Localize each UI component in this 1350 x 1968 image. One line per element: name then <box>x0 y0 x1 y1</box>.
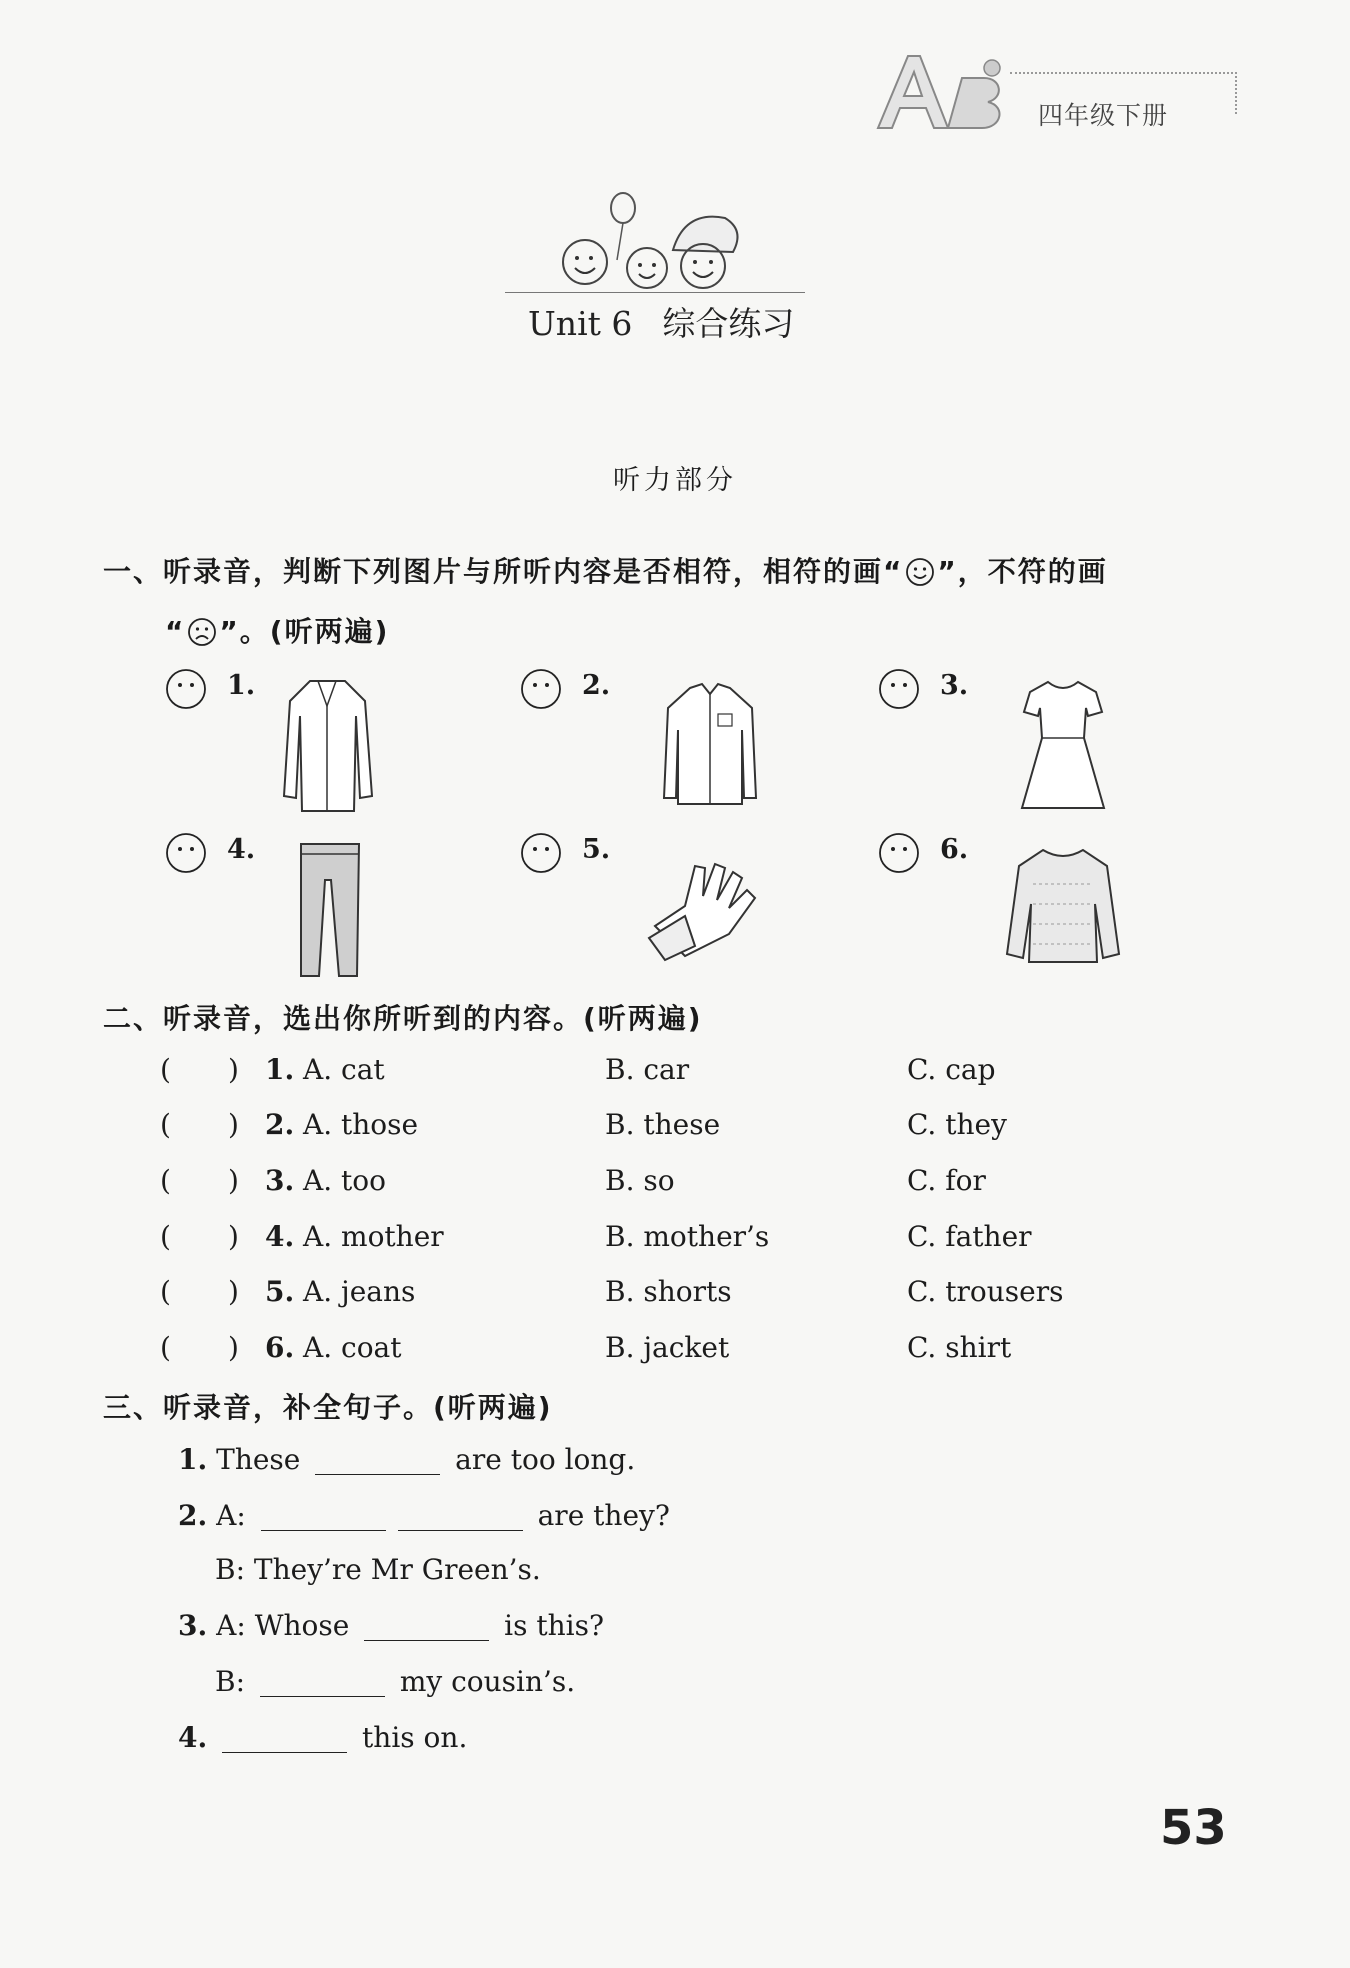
unit-title <box>528 298 794 345</box>
blank-face-icon[interactable] <box>165 832 207 874</box>
option-a[interactable]: A. too <box>303 1164 386 1197</box>
blank-face-icon[interactable] <box>165 668 207 710</box>
q1-item-number: 5. <box>582 834 611 865</box>
q1-heading-part2: ”，不符的画 <box>937 555 1108 588</box>
q1-item-number: 1. <box>227 670 256 701</box>
answer-paren-open: ( <box>160 1108 171 1141</box>
q1-item-number: 4. <box>227 834 256 865</box>
sentence-text: Whose <box>254 1609 350 1642</box>
fill-blank[interactable] <box>364 1616 489 1641</box>
option-c[interactable]: C. cap <box>907 1053 996 1086</box>
row-number: 2. <box>265 1108 295 1141</box>
row-number: 6. <box>265 1331 295 1364</box>
answer-paren-open: ( <box>160 1331 171 1364</box>
answer-paren-close: ) <box>228 1220 239 1253</box>
sentence-number: 3. <box>178 1609 208 1642</box>
q3-sentence-2b <box>215 1553 541 1586</box>
sentence-number: 1. <box>178 1443 208 1476</box>
fill-blank[interactable] <box>398 1506 523 1531</box>
answer-paren-close: ) <box>228 1164 239 1197</box>
title-rule <box>505 292 805 293</box>
sentence-text: These <box>216 1443 301 1476</box>
q1-item-number: 3. <box>940 670 969 701</box>
q2-heading: 二、听录音，选出你所听到的内容。(听两遍) <box>103 1002 703 1035</box>
q1-heading <box>103 550 1108 590</box>
option-a[interactable]: A. coat <box>303 1331 402 1364</box>
option-b[interactable]: B. so <box>605 1164 675 1197</box>
q2-row-6[interactable] <box>160 1331 1160 1381</box>
option-a[interactable]: A. cat <box>303 1053 385 1086</box>
row-number: 1. <box>265 1053 295 1086</box>
unit-title-zh: 综合练习 <box>662 304 795 343</box>
q1-item-number: 2. <box>582 670 611 701</box>
blank-face-icon[interactable] <box>878 832 920 874</box>
sentence-number: 2. <box>178 1499 208 1532</box>
q3-heading: 三、听录音，补全句子。(听两遍) <box>103 1391 553 1424</box>
q1-item-number: 6. <box>940 834 969 865</box>
unit-title-en: Unit 6 <box>528 304 633 343</box>
option-a[interactable]: A. jeans <box>303 1275 416 1308</box>
page-number: 53 <box>1160 1800 1227 1856</box>
blank-face-icon[interactable] <box>520 668 562 710</box>
q3-sentence-3a <box>178 1609 604 1642</box>
answer-paren-open: ( <box>160 1164 171 1197</box>
answer-paren-open: ( <box>160 1275 171 1308</box>
speaker-label: B: <box>215 1665 246 1698</box>
option-c[interactable]: C. trousers <box>907 1275 1064 1308</box>
q1-heading-part3: “ <box>165 615 186 648</box>
sad-face-icon <box>187 617 217 647</box>
row-number: 3. <box>265 1164 295 1197</box>
q3-sentence-4 <box>178 1721 467 1754</box>
speaker-label: B: <box>215 1553 246 1586</box>
fill-blank[interactable] <box>315 1450 440 1475</box>
shirt-icon <box>660 680 760 810</box>
option-a[interactable]: A. mother <box>303 1220 444 1253</box>
option-b[interactable]: B. shorts <box>605 1275 732 1308</box>
answer-paren-open: ( <box>160 1053 171 1086</box>
fill-blank[interactable] <box>260 1672 385 1697</box>
children-with-balloon-icon <box>555 190 755 300</box>
q3-sentence-3b <box>215 1665 575 1698</box>
q2-row-2[interactable] <box>160 1108 1160 1158</box>
option-b[interactable]: B. mother’s <box>605 1220 770 1253</box>
ab-logo-icon <box>870 48 1010 138</box>
q3-sentence-1 <box>178 1443 635 1476</box>
q1-heading-part4: ”。(听两遍) <box>219 615 390 648</box>
answer-paren-close: ) <box>228 1053 239 1086</box>
option-c[interactable]: C. for <box>907 1164 986 1197</box>
option-c[interactable]: C. shirt <box>907 1331 1012 1364</box>
option-b[interactable]: B. these <box>605 1108 721 1141</box>
q2-row-3[interactable] <box>160 1164 1160 1214</box>
section-title: 听力部分 <box>613 465 737 496</box>
fill-blank[interactable] <box>261 1506 386 1531</box>
smiley-face-icon <box>905 557 935 587</box>
q1-heading-part1: 一、听录音，判断下列图片与所听内容是否相符，相符的画“ <box>103 555 904 588</box>
q2-row-5[interactable] <box>160 1275 1160 1325</box>
gloves-icon <box>645 856 770 966</box>
grade-label: 四年级下册 <box>1038 101 1169 130</box>
q3-sentence-2a <box>178 1499 670 1532</box>
sentence-number: 4. <box>178 1721 208 1754</box>
option-b[interactable]: B. jacket <box>605 1331 730 1364</box>
row-number: 4. <box>265 1220 295 1253</box>
dress-icon <box>1018 678 1108 818</box>
answer-paren-close: ) <box>228 1275 239 1308</box>
jeans-icon <box>295 840 365 980</box>
q2-row-1[interactable] <box>160 1053 1160 1103</box>
sentence-text: They’re Mr Green’s. <box>253 1553 541 1586</box>
answer-paren-open: ( <box>160 1220 171 1253</box>
option-c[interactable]: C. father <box>907 1220 1032 1253</box>
sentence-text: are too long. <box>455 1443 636 1476</box>
sentence-text: this on. <box>362 1721 468 1754</box>
sentence-text: are they? <box>537 1499 670 1532</box>
blank-face-icon[interactable] <box>878 668 920 710</box>
speaker-label: A: <box>216 1499 246 1532</box>
row-number: 5. <box>265 1275 295 1308</box>
sentence-text: my cousin’s. <box>399 1665 576 1698</box>
q2-row-4[interactable] <box>160 1220 1160 1270</box>
fill-blank[interactable] <box>222 1728 347 1753</box>
sentence-text: is this? <box>504 1609 604 1642</box>
coat-icon <box>280 676 375 816</box>
blank-face-icon[interactable] <box>520 832 562 874</box>
option-c[interactable]: C. they <box>907 1108 1007 1141</box>
option-a[interactable]: A. those <box>303 1108 419 1141</box>
answer-paren-close: ) <box>228 1108 239 1141</box>
sweater-icon <box>1003 844 1123 969</box>
q1-heading-line2 <box>165 610 389 650</box>
speaker-label: A: <box>216 1609 246 1642</box>
answer-paren-close: ) <box>228 1331 239 1364</box>
option-b[interactable]: B. car <box>605 1053 690 1086</box>
